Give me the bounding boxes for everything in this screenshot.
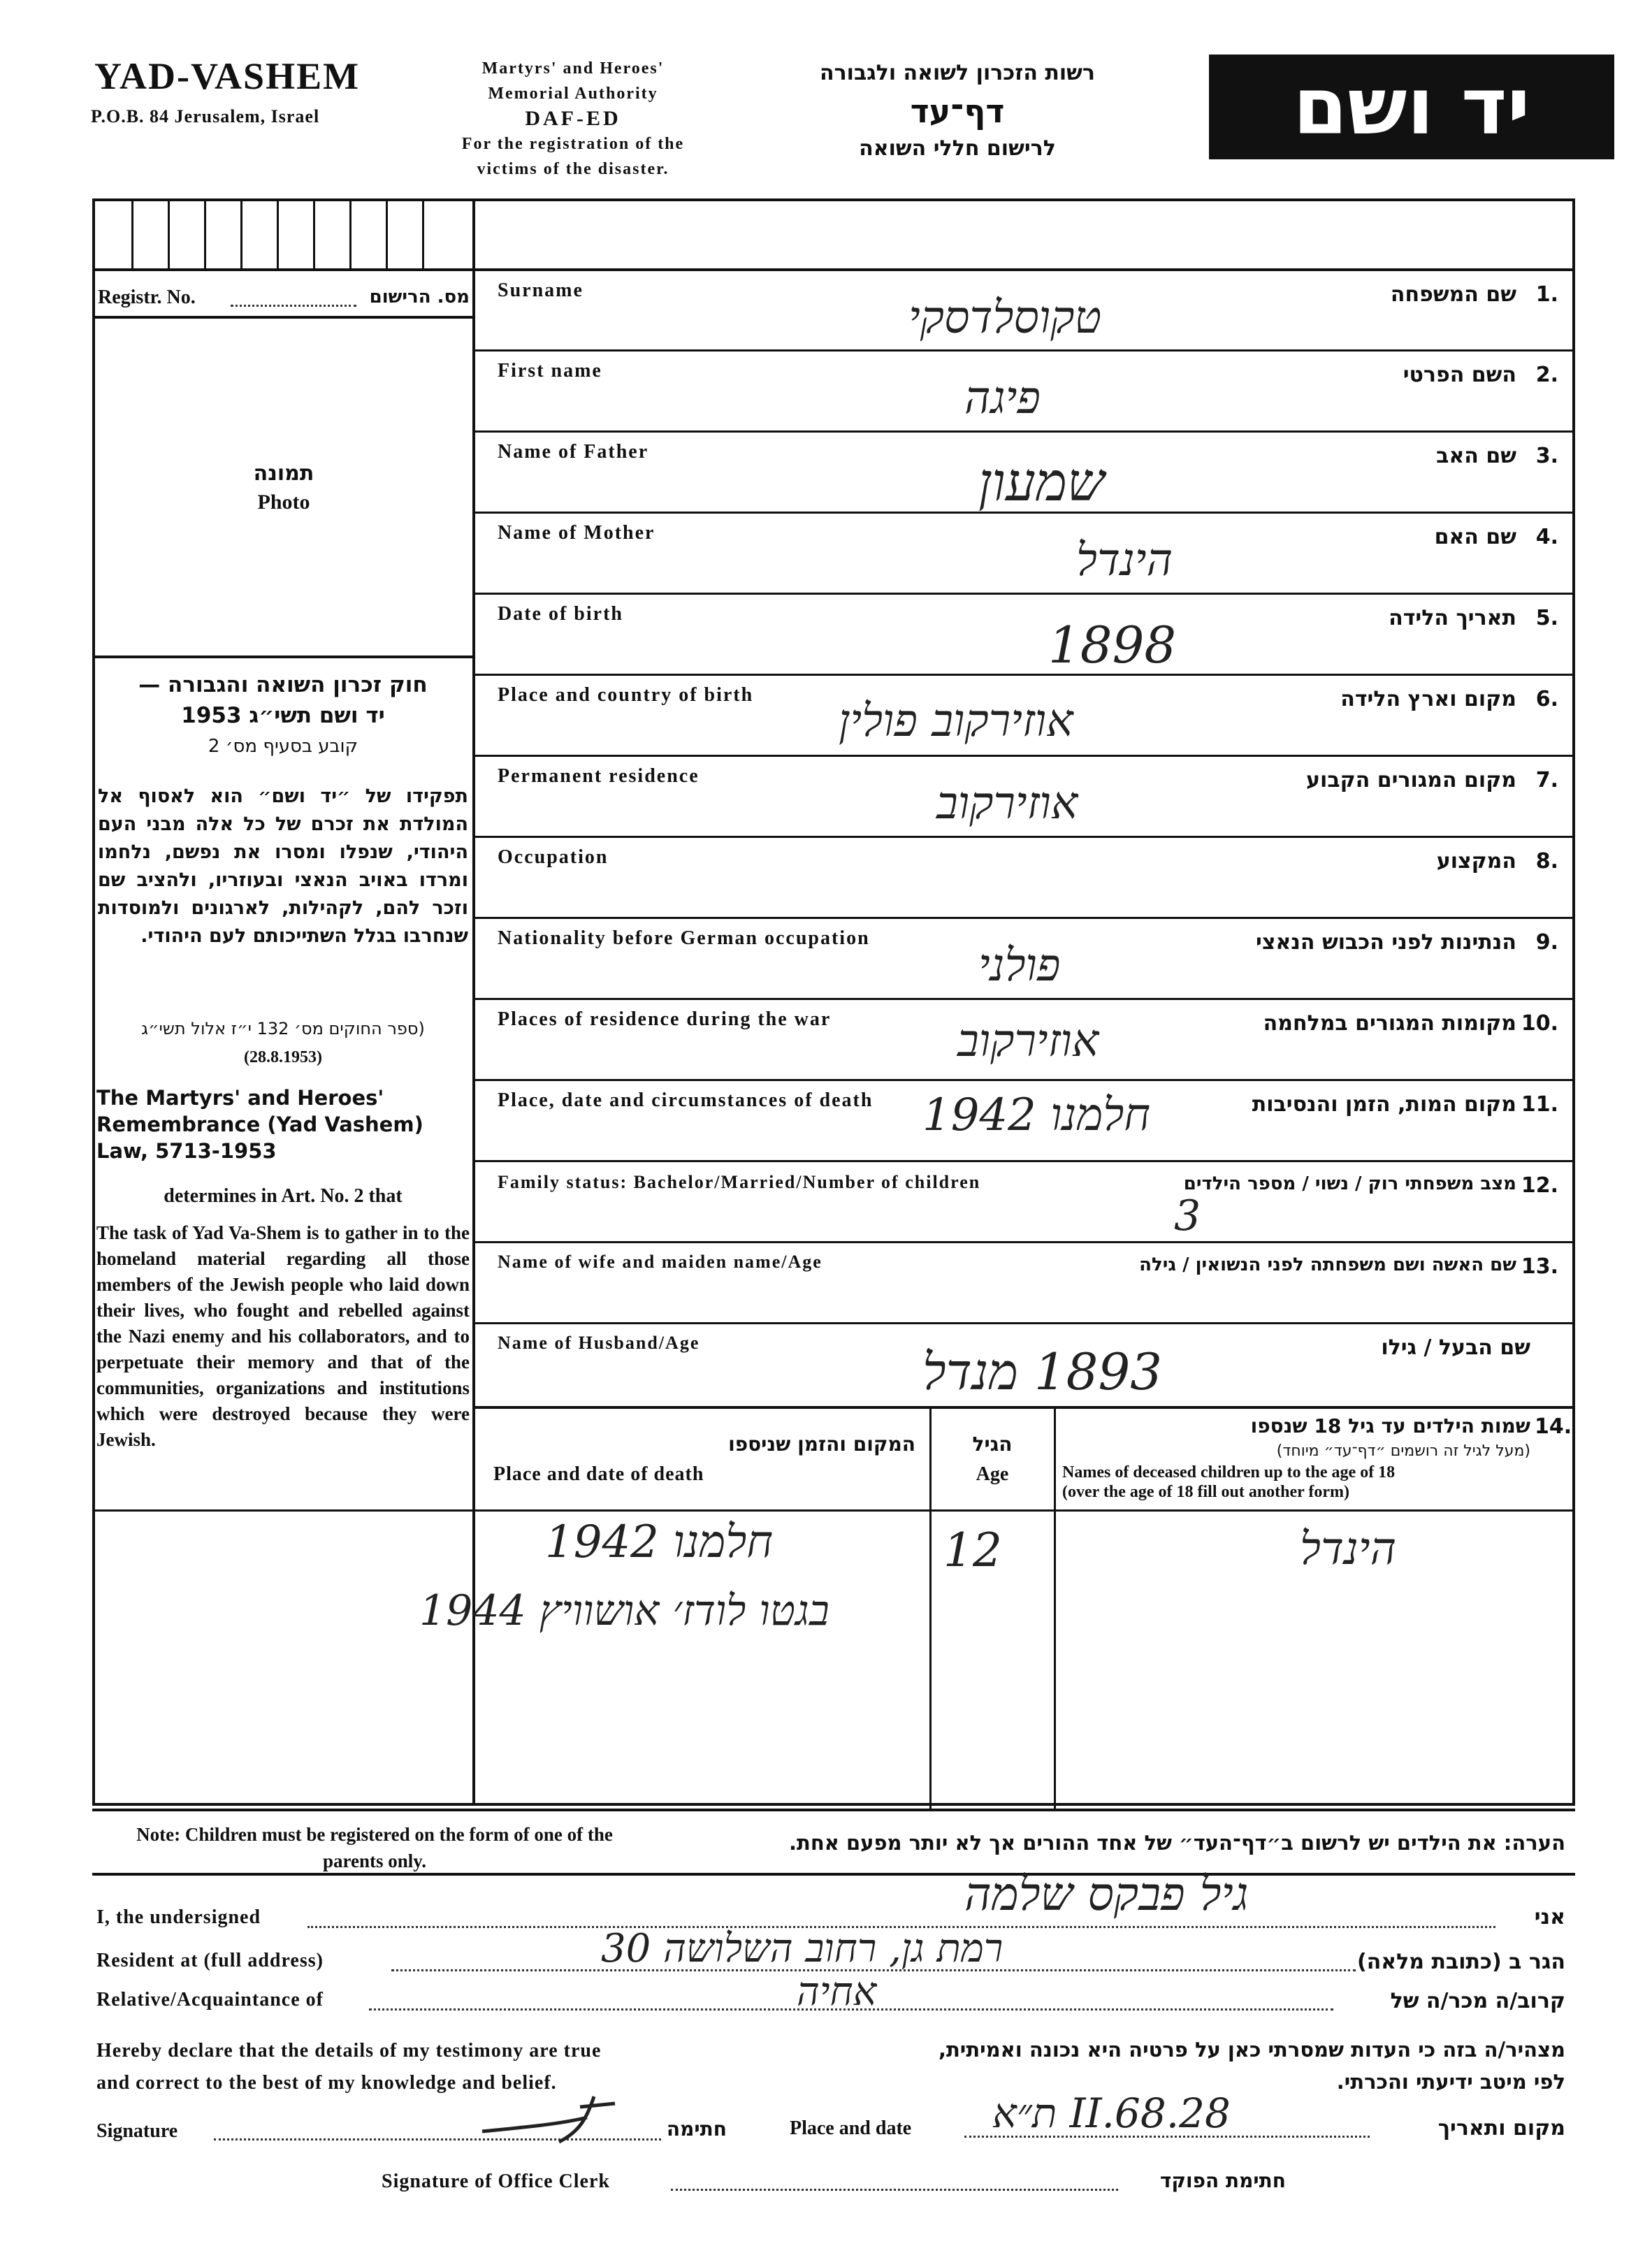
field-row-nationality [475, 917, 1572, 1000]
place-date-label-en: Place and date [790, 2117, 912, 2139]
signature-label-he: חתימה [666, 2117, 727, 2141]
field-number: 1. [1535, 282, 1558, 307]
law-he-ref: (ספר החוקים מס׳ 132 י״ז אלול תשי״ג [141, 1019, 425, 1038]
field-label-he: שם הבעל / גילו [1381, 1335, 1530, 1360]
field-label-he: שם האם [1434, 525, 1516, 549]
field-value-residence[interactable]: אוזירקוב [936, 778, 1078, 830]
field-label-he: מצב משפחתי רוק / נשוי / מספר הילדים [1183, 1173, 1516, 1194]
field-label-he: המקצוע [1436, 849, 1516, 874]
field-row-war-residence [475, 998, 1572, 1081]
relative-value[interactable]: אחיה [797, 1969, 877, 2015]
photo-label-en: Photo [257, 491, 310, 514]
header-hebrew [783, 55, 1132, 168]
registr-label-he: מס. הרישום [369, 287, 470, 307]
logo-text: יד ושם [1293, 61, 1530, 152]
field-row-father [475, 430, 1572, 514]
law-en-title: The Martyrs' and Heroes' Remembrance (Yad Vashem) Law, 5713-1953 [96, 1086, 423, 1163]
child-place-2[interactable]: בגטו לודז׳ אושוויץ 1944 [419, 1586, 829, 1635]
field-value-death[interactable]: חלמנו 1942 [922, 1089, 1151, 1141]
field-row-first-name [475, 349, 1572, 433]
field-row-husband [475, 1322, 1572, 1408]
field-label-he: שם האשה ושם משפחתה לפני הנשואין / גילה [1139, 1254, 1516, 1275]
header-he-line1: רשות הזכרון לשואה ולגבורה [820, 61, 1095, 85]
children-en-title: Names of deceased children up to the age of 18 [1062, 1463, 1396, 1482]
undersigned-label-en: I, the undersigned [96, 1906, 261, 1928]
field-label-he: שם האב [1436, 444, 1516, 468]
field-value-first-name[interactable]: פיגה [964, 372, 1041, 424]
declare-he [783, 2034, 1565, 2098]
law-he-body: תפקידו של ״יד ושם״ הוא לאסוף אל המולדת את זכרם של כל אלה מבני העם היהודי, שנפלו ומסרו את נפשם, נלחמו ומרדו באויב הנאצי ובעוזריו, ולהציב שם וזכר להם, לקהילות, לארגונים ולמוסדות שנחרבו בגלל השתייכותם לעם היהודי. [98, 785, 468, 947]
field-number: 12. [1521, 1173, 1558, 1198]
note-he: הערה: את הילדים יש לרשום ב״דף־העד״ של אחד ההורים אך לא יותר מפעם אחת. [789, 1831, 1565, 1855]
field-label-en: Date of birth [498, 603, 623, 625]
field-label-en: Place and country of birth [498, 684, 754, 706]
field-number: 3. [1535, 444, 1558, 468]
field-label-en: Name of Father [498, 441, 649, 463]
field-number: 2. [1535, 363, 1558, 387]
field-value-birthplace[interactable]: אוזירקוב פולין [839, 695, 1073, 747]
relative-label-he: קרוב/ה מכר/ה של [1390, 1989, 1565, 2013]
field-label-he: תאריך הלידה [1389, 606, 1516, 630]
resident-label-he: הגר ב (כתובת מלאה) [1356, 1950, 1565, 1974]
header-mid-line2: Memorial Authority [488, 85, 658, 103]
field-label-he: מקום המגורים הקבוע [1306, 768, 1516, 792]
field-value-surname[interactable]: טקוסלדסקי [908, 292, 1102, 344]
field-row-occupation [475, 836, 1572, 919]
field-label-en: Places of residence during the war [498, 1008, 832, 1030]
field-value-nationality[interactable]: פולני [978, 940, 1061, 992]
header-he-line3: לרישום חללי השואה [859, 136, 1056, 161]
declare-he-line1: מצהיר/ה בזה כי העדות שמסרתי כאן על פרטיה היא נכונה ואמיתית, [938, 2038, 1565, 2062]
age-label-en: Age [976, 1463, 1009, 1485]
field-value-father[interactable]: שמעון [978, 451, 1105, 513]
resident-value[interactable]: רמת גן, רחוב השלושה 30 [601, 1926, 1003, 1971]
photo-label-he: תמונה [253, 461, 314, 486]
declare-en-line2: and correct to the best of my knowledge and belief. [96, 2072, 557, 2094]
field-label-en: Permanent residence [498, 765, 700, 787]
field-row-family-status [475, 1160, 1572, 1243]
yad-vashem-title: YAD-VASHEM [94, 55, 361, 97]
signature-label-en: Signature [96, 2120, 178, 2142]
header-mid-line1: Martyrs' and Heroes' [481, 59, 665, 78]
field-label-en: Name of wife and maiden name/Age [498, 1252, 823, 1272]
note-en: Note: Children must be registered on the form of one of the parents only. [136, 1824, 613, 1871]
header-mid-line4: For the registration of the [461, 135, 685, 153]
field-value-dob[interactable]: 1898 [1048, 616, 1177, 674]
registry-boxes [95, 201, 472, 268]
field-value-husband[interactable]: 1893 מנדל [922, 1342, 1163, 1401]
field-label-en: First name [498, 360, 602, 382]
declare-en-line1: Hereby declare that the details of my testimony are true [96, 2040, 602, 2062]
field-value-mother[interactable]: הינדל [1076, 535, 1173, 586]
field-number: 8. [1535, 849, 1558, 874]
law-he-sub: קובע בסעיף מס׳ 2 [208, 736, 358, 757]
place-date-label-he: מקום ותאריך [1437, 2116, 1565, 2141]
law-en-sub: determines in Art. No. 2 that [164, 1185, 403, 1207]
clerk-label-en: Signature of Office Clerk [382, 2171, 610, 2192]
field-row-death [475, 1079, 1572, 1162]
yad-vashem-logo [1209, 55, 1614, 159]
declare-he-line2: לפי מיטב ידיעתי והכרתי. [1336, 2070, 1565, 2094]
field-number: 9. [1535, 930, 1558, 955]
age-label-he: הגיל [972, 1433, 1013, 1456]
field-label-en: Place, date and circumstances of death [498, 1089, 874, 1111]
field-label-en: Name of Mother [498, 522, 655, 544]
place-label-en: Place and date of death [493, 1463, 704, 1485]
field-label-en: Name of Husband/Age [498, 1333, 700, 1353]
field-label-en: Nationality before German occupation [498, 927, 870, 949]
field-label-he: מקום וארץ הלידה [1340, 687, 1516, 711]
header-daf-ed: DAF-ED [525, 107, 621, 130]
header-he-line2: דף־עד [910, 92, 1005, 130]
field-number: 11. [1521, 1092, 1558, 1117]
law-he-date: (28.8.1953) [244, 1048, 322, 1066]
clerk-signature-line[interactable] [671, 2189, 1118, 2191]
children-number: 14. [1535, 1414, 1572, 1439]
law-he-title-line2: יד ושם תשי״ג 1953 [181, 703, 385, 728]
resident-label-en: Resident at (full address) [96, 1950, 324, 1971]
registr-label-en: Registr. No. [98, 287, 196, 308]
field-value-war-residence[interactable]: אוזירקוב [957, 1015, 1099, 1067]
field-number: 4. [1535, 525, 1558, 549]
field-number: 13. [1521, 1254, 1558, 1279]
child-place-1[interactable]: חלמנו 1942 [545, 1516, 774, 1568]
field-number: 10. [1521, 1011, 1558, 1036]
field-label-he: שם המשפחה [1390, 282, 1516, 307]
field-row-surname [475, 268, 1572, 352]
law-en-body: The task of Yad Va-Shem is to gather in to the homeland material regarding all those members of the Jewish people who laid down their lives, who fought and rebelled against the Nazi enemy and his collaborators, and to perpetuate their memory and that of the communities, organizations and institutions which were destroyed because they were Jewish. [96, 1222, 470, 1450]
field-label-en: Family status: Bachelor/Married/Number of children [498, 1172, 981, 1192]
field-number: 7. [1535, 768, 1558, 792]
children-he-sub: (מעל לגיל זה רושמים ״דף־עד״ מיוחד) [1276, 1442, 1530, 1460]
field-label-he: מקומות המגורים במלחמה [1263, 1011, 1516, 1036]
field-row-dob [475, 593, 1572, 676]
undersigned-label-he: אני [1534, 1905, 1565, 1929]
field-row-wife [475, 1241, 1572, 1324]
header-mid-line5: victims of the disaster. [477, 160, 669, 178]
place-date-value[interactable]: 28.II.68 ת״א [992, 2089, 1231, 2137]
children-he-title: שמות הילדים עד גיל 18 שנספו [1250, 1414, 1530, 1437]
child-name-1[interactable]: הינדל [1300, 1523, 1397, 1575]
field-label-en: Occupation [498, 846, 609, 868]
field-number: 5. [1535, 606, 1558, 630]
undersigned-value[interactable]: גיל פבקס שלמה [964, 1867, 1249, 1921]
header-center [391, 56, 755, 182]
field-label-en: Surname [498, 280, 584, 301]
field-row-birthplace [475, 674, 1572, 757]
law-he-title-line1: חוק זכרון השואה והגבורה — [138, 672, 428, 697]
signature-scribble-icon [475, 2089, 671, 2145]
law-he-title [98, 669, 468, 762]
place-label-he: המקום והזמן שניספו [728, 1433, 915, 1456]
field-value-children-count[interactable]: 3 [1174, 1191, 1201, 1240]
field-label-he: הנתינות לפני הכבוש הנאצי [1256, 930, 1516, 955]
field-label-he: מקום המות, הזמן והנסיבות [1252, 1092, 1516, 1117]
child-age-1[interactable]: 12 [943, 1523, 1002, 1577]
registr-field[interactable] [231, 305, 356, 307]
relative-label-en: Relative/Acquaintance of [96, 1989, 324, 2011]
field-label-he: השם הפרטי [1403, 363, 1516, 387]
field-row-mother [475, 512, 1572, 595]
yad-vashem-address: P.O.B. 84 Jerusalem, Israel [91, 106, 320, 126]
clerk-label-he: חתימת הפוקד [1159, 2169, 1286, 2192]
field-row-residence [475, 755, 1572, 838]
children-en-sub: (over the age of 18 fill out another form) [1062, 1483, 1350, 1501]
field-number: 6. [1535, 687, 1558, 711]
